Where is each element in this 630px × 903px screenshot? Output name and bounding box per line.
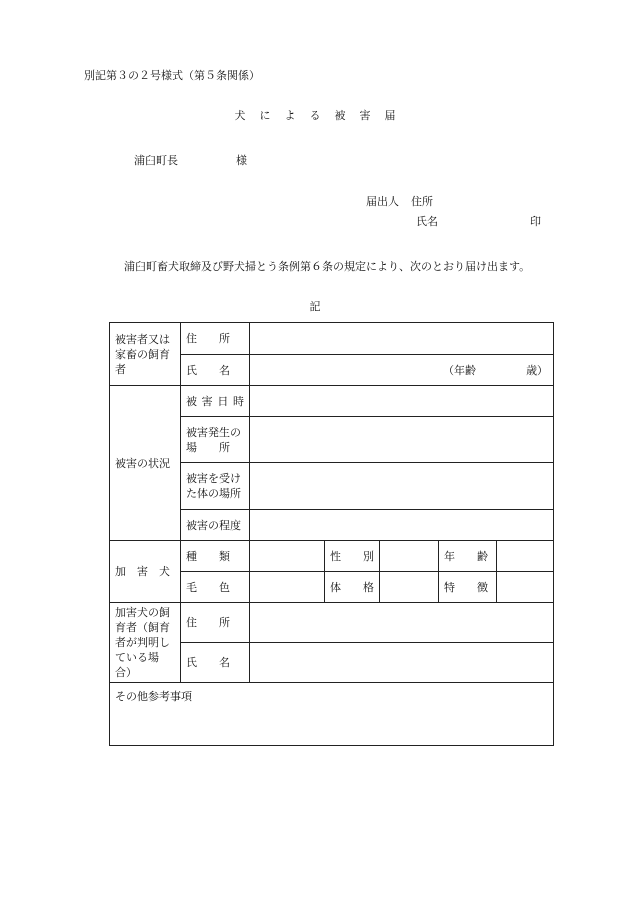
dog-color-label: 毛 色 [181,572,250,603]
notes-label: その他参考事項 [115,690,192,703]
victim-name-label: 氏 名 [181,355,250,386]
title-char: よ [284,109,296,122]
addressee-honorific: 様 [236,154,247,167]
notes-field[interactable] [110,683,554,746]
addressee-name: 浦臼町長 [134,154,178,167]
title-char: 害 [359,109,371,122]
dog-sex-field[interactable] [380,541,439,572]
body-text: 浦臼町畜犬取締及び野犬掃とう条例第６条の規定により、次のとおり届け出ます。 [124,260,531,273]
damage-place-label [181,417,250,463]
damage-datetime-field[interactable] [250,386,554,417]
owner-name-field[interactable] [250,643,554,683]
title-char: る [309,109,321,122]
dog-color-field[interactable] [250,572,325,603]
notifier-address-line [366,193,433,209]
seal-mark: 印 [530,215,541,228]
age-open-label: （年齢 [443,363,476,377]
dog-sex-label: 性 別 [325,541,380,572]
victim-address-label: 住 所 [181,323,250,355]
damage-datetime-label: 被害日時 [181,386,250,417]
damage-body-part-label: 被害を受けた体の場所 [181,463,250,510]
dog-features-label: 特 徴 [439,572,497,603]
notifier-address-label: 住所 [411,195,433,208]
notifier-label: 届出人 [366,195,399,208]
owner-name-label: 氏 名 [181,643,250,683]
victim-age [255,363,548,378]
form-number: 別記第３の２号様式（第５条関係） [84,69,260,82]
dog-features-field[interactable] [497,572,554,603]
title-char: 犬 [234,109,246,122]
victim-header: 被害者又は家畜の飼育者 [110,323,181,386]
owner-header: 加害犬の飼育者（飼育者が判明している場合） [110,603,181,683]
notifier-name-label: 氏名 [416,215,438,228]
owner-address-label: 住 所 [181,603,250,643]
damage-body-part-field[interactable] [250,463,554,510]
damage-degree-label: 被害の程度 [181,510,250,541]
damage-degree-field[interactable] [250,510,554,541]
dog-header: 加 害 犬 [110,541,181,603]
dog-age-label: 年 齢 [439,541,497,572]
damage-place-label-line1: 被害発生の [186,425,241,439]
age-close-label: 歳） [526,363,549,377]
form-title [0,107,630,123]
dog-breed-label: 種 類 [181,541,250,572]
damage-report-table [109,322,554,746]
title-char: 被 [334,109,346,122]
addressee-line [134,152,247,168]
victim-name-field[interactable] [250,355,554,386]
dog-build-label: 体 格 [325,572,380,603]
damage-place-field[interactable] [250,417,554,463]
title-char: 届 [384,109,396,122]
owner-address-field[interactable] [250,603,554,643]
title-char: に [259,109,271,122]
victim-address-field[interactable] [250,323,554,355]
ki-heading: 記 [309,300,321,313]
damage-header: 被害の状況 [110,386,181,541]
dog-age-field[interactable] [497,541,554,572]
dog-breed-field[interactable] [250,541,325,572]
damage-place-label-line2: 場 所 [186,440,230,454]
dog-build-field[interactable] [380,572,439,603]
